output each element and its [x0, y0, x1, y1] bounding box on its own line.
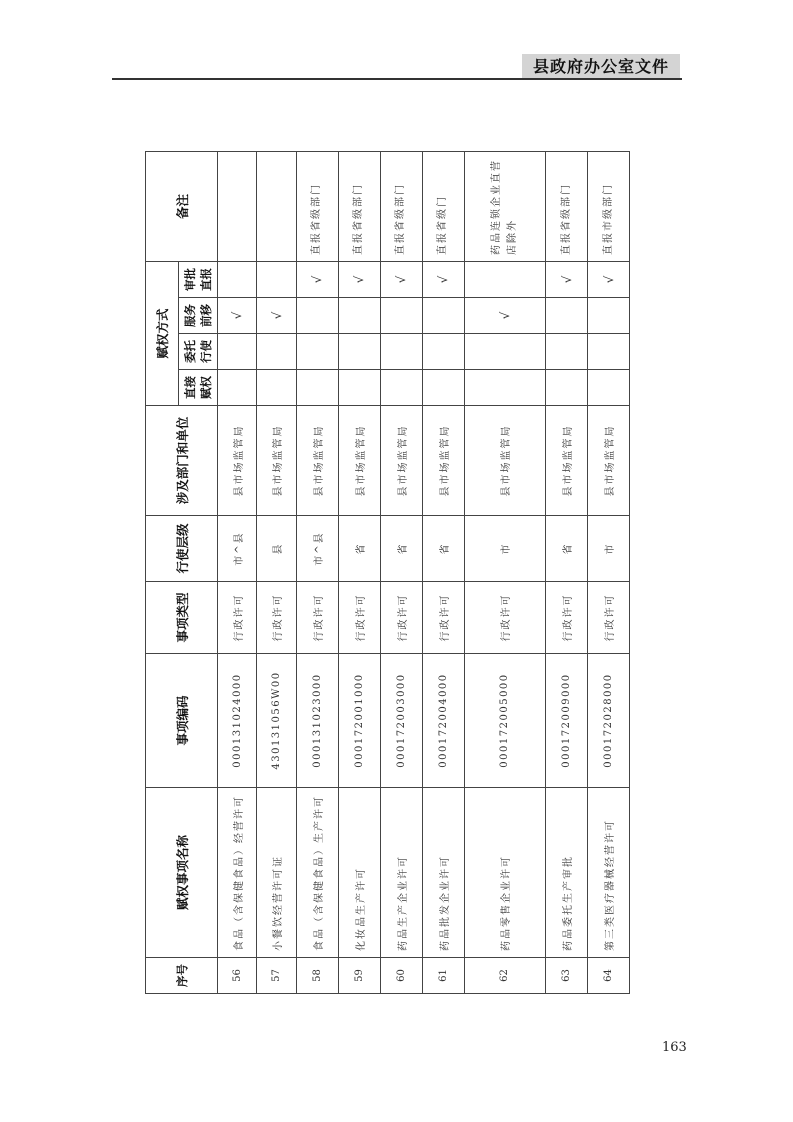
row-mode-forward — [380, 298, 422, 334]
header-mode: 赋权方式 — [146, 261, 179, 405]
row-level: 省 — [546, 516, 588, 582]
row-note: 药品连锁企业直营店除外 — [464, 151, 545, 261]
row-type: 行政许可 — [380, 582, 422, 654]
row-mode-report — [464, 261, 545, 297]
header-level: 行使层级 — [146, 516, 218, 582]
row-dept: 县市场监管局 — [422, 406, 464, 516]
row-name: 药品委托生产审批 — [546, 788, 588, 958]
row-mode-entrust — [464, 334, 545, 370]
row-mode-forward — [338, 298, 380, 334]
row-name: 化妆品生产许可 — [338, 788, 380, 958]
row-seq: 62 — [464, 958, 545, 994]
header-mode-report: 审批 直报 — [179, 261, 218, 297]
row-name: 药品零售企业许可 — [464, 788, 545, 958]
row-mode-entrust — [588, 334, 630, 370]
row-dept: 县市场监管局 — [218, 406, 257, 516]
row-seq: 61 — [422, 958, 464, 994]
row-mode-entrust — [546, 334, 588, 370]
header-note: 备注 — [146, 151, 218, 261]
row-code: 000172004000 — [422, 654, 464, 788]
row-mode-report — [257, 261, 296, 297]
row-level: 市^县 — [296, 516, 338, 582]
row-mode-forward: √ — [464, 298, 545, 334]
row-note — [257, 151, 296, 261]
row-level: 市^县 — [218, 516, 257, 582]
row-type: 行政许可 — [464, 582, 545, 654]
row-mode-report: √ — [338, 261, 380, 297]
table-body — [218, 151, 630, 993]
row-mode-entrust — [422, 334, 464, 370]
row-code: 000172028000 — [588, 654, 630, 788]
row-seq: 64 — [588, 958, 630, 994]
row-code: 000131024000 — [218, 654, 257, 788]
row-mode-entrust — [218, 334, 257, 370]
header-dept: 涉及部门和单位 — [146, 406, 218, 516]
row-mode-entrust — [338, 334, 380, 370]
row-type: 行政许可 — [257, 582, 296, 654]
header-rule — [112, 78, 682, 80]
row-seq: 57 — [257, 958, 296, 994]
row-note: 直报市级部门 — [588, 151, 630, 261]
row-mode-forward: √ — [218, 298, 257, 334]
row-level: 省 — [380, 516, 422, 582]
row-code: 000131023000 — [296, 654, 338, 788]
authorization-table — [145, 151, 630, 994]
row-mode-report: √ — [380, 261, 422, 297]
row-mode-direct — [422, 370, 464, 406]
header-code: 事项编码 — [146, 654, 218, 788]
table-row — [588, 151, 630, 993]
row-level: 市 — [588, 516, 630, 582]
row-dept: 县市场监管局 — [257, 406, 296, 516]
row-code: 430131056W00 — [257, 654, 296, 788]
row-dept: 县市场监管局 — [588, 406, 630, 516]
table-row — [546, 151, 588, 993]
table-row — [218, 151, 257, 993]
row-mode-direct — [546, 370, 588, 406]
row-dept: 县市场监管局 — [464, 406, 545, 516]
header-mode-forward: 服务 前移 — [179, 298, 218, 334]
row-type: 行政许可 — [218, 582, 257, 654]
table-row — [464, 151, 545, 993]
row-mode-direct — [464, 370, 545, 406]
row-note — [218, 151, 257, 261]
header-name: 赋权事项名称 — [146, 788, 218, 958]
table-row — [257, 151, 296, 993]
row-mode-entrust — [257, 334, 296, 370]
row-note: 直报省级部门 — [380, 151, 422, 261]
row-note: 直报省级部门 — [546, 151, 588, 261]
row-mode-direct — [338, 370, 380, 406]
row-mode-entrust — [296, 334, 338, 370]
row-dept: 县市场监管局 — [546, 406, 588, 516]
row-name: 食品（含保健食品）经营许可 — [218, 788, 257, 958]
table-row — [422, 151, 464, 993]
row-name: 小餐饮经营许可证 — [257, 788, 296, 958]
table-row — [338, 151, 380, 993]
row-seq: 59 — [338, 958, 380, 994]
row-mode-forward — [296, 298, 338, 334]
row-seq: 56 — [218, 958, 257, 994]
row-dept: 县市场监管局 — [380, 406, 422, 516]
row-name: 药品生产企业许可 — [380, 788, 422, 958]
row-seq: 60 — [380, 958, 422, 994]
row-mode-direct — [257, 370, 296, 406]
header-mode-direct: 直接 赋权 — [179, 370, 218, 406]
row-mode-forward: √ — [257, 298, 296, 334]
row-seq: 58 — [296, 958, 338, 994]
table-row — [296, 151, 338, 993]
row-note: 直报省级部门 — [296, 151, 338, 261]
row-dept: 县市场监管局 — [338, 406, 380, 516]
row-level: 省 — [338, 516, 380, 582]
row-seq: 63 — [546, 958, 588, 994]
row-mode-direct — [296, 370, 338, 406]
row-type: 行政许可 — [296, 582, 338, 654]
rotated-table-wrapper — [145, 152, 630, 994]
row-mode-direct — [218, 370, 257, 406]
row-code: 000172003000 — [380, 654, 422, 788]
row-mode-report: √ — [588, 261, 630, 297]
row-level: 市 — [464, 516, 545, 582]
page-number: 163 — [662, 1040, 687, 1055]
row-level: 省 — [422, 516, 464, 582]
row-name: 药品批发企业许可 — [422, 788, 464, 958]
header-type: 事项类型 — [146, 582, 218, 654]
row-name: 第三类医疗器械经营许可 — [588, 788, 630, 958]
row-type: 行政许可 — [422, 582, 464, 654]
row-mode-forward — [422, 298, 464, 334]
table-row — [380, 151, 422, 993]
row-mode-forward — [588, 298, 630, 334]
row-mode-direct — [588, 370, 630, 406]
header-mode-entrust: 委托 行使 — [179, 334, 218, 370]
row-mode-report: √ — [422, 261, 464, 297]
row-mode-direct — [380, 370, 422, 406]
document-header-title: 县政府办公室文件 — [522, 54, 680, 79]
row-mode-forward — [546, 298, 588, 334]
row-dept: 县市场监管局 — [296, 406, 338, 516]
row-name: 食品（含保健食品）生产许可 — [296, 788, 338, 958]
row-level: 县 — [257, 516, 296, 582]
header-seq: 序号 — [146, 958, 218, 994]
row-code: 000172009000 — [546, 654, 588, 788]
row-note: 直报省级部门 — [338, 151, 380, 261]
row-mode-report: √ — [546, 261, 588, 297]
row-mode-entrust — [380, 334, 422, 370]
row-note: 直报省级门 — [422, 151, 464, 261]
row-type: 行政许可 — [588, 582, 630, 654]
row-code: 000172005000 — [464, 654, 545, 788]
row-mode-report — [218, 261, 257, 297]
row-type: 行政许可 — [546, 582, 588, 654]
row-type: 行政许可 — [338, 582, 380, 654]
row-mode-report: √ — [296, 261, 338, 297]
row-code: 000172001000 — [338, 654, 380, 788]
